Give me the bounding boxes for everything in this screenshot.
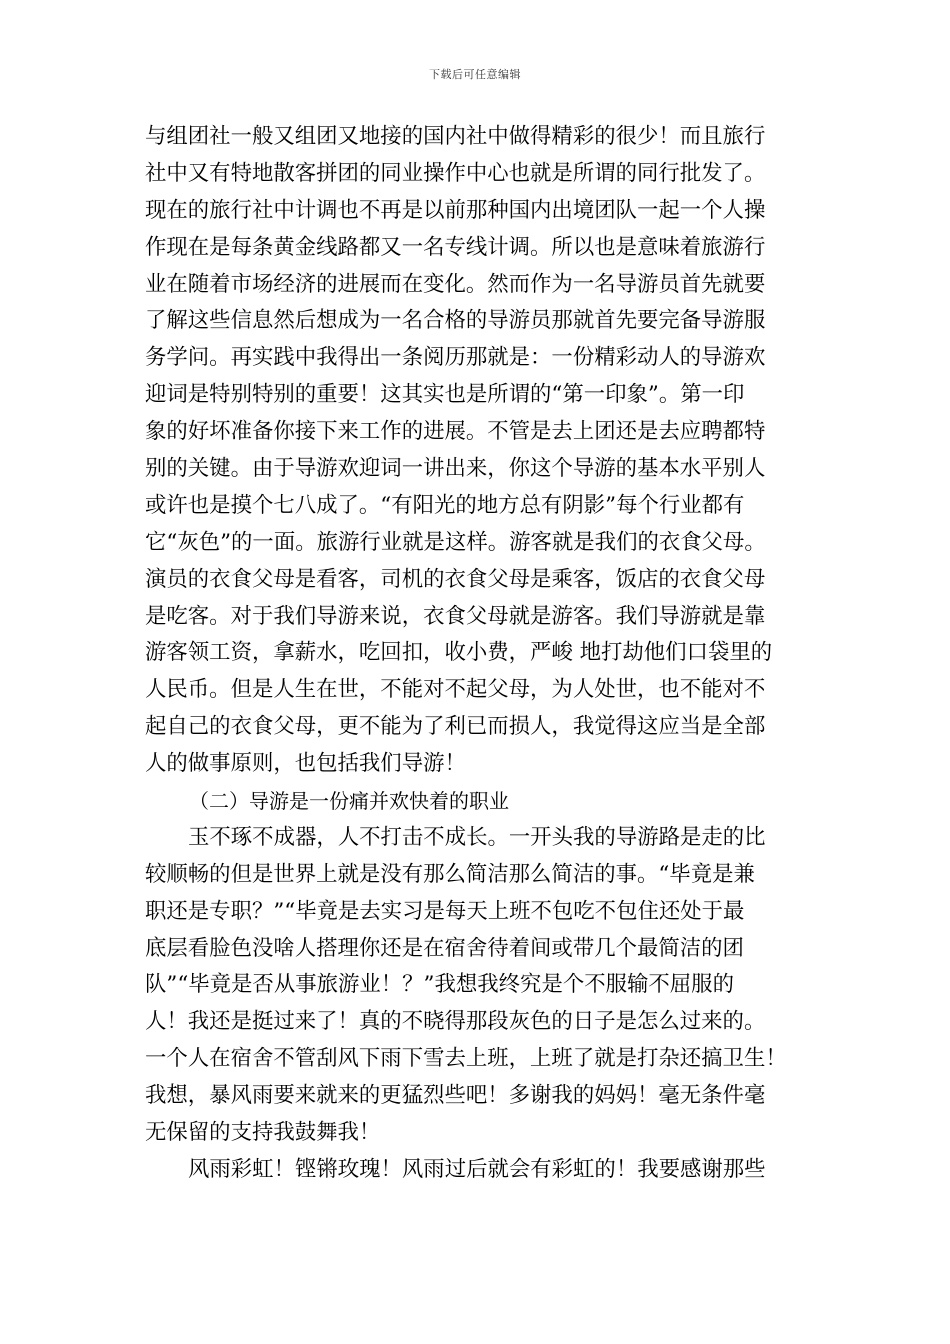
section-subheading: （二）导游是一份痛并欢快着的职业 — [189, 789, 509, 814]
text-line: 务学问。再实践中我得出一条阅历那就是：一份精彩动人的导游欢 — [145, 345, 766, 371]
text-line: 作现在是每条黄金线路都又一名专线计调。所以也是意味着旅游行 — [145, 234, 766, 260]
text-line: 人的做事原则，也包括我们导游！ — [145, 751, 466, 777]
text-line: 队”“毕竟是否从事旅游业！？”我想我终究是个不服输不屈服的 — [145, 972, 734, 998]
text-line: 人！我还是挺过来了！真的不晓得那段灰色的日子是怎么过来的。 — [145, 1009, 766, 1035]
text-line: 了解这些信息然后想成为一名合格的导游员那就首先要完备导游服 — [145, 308, 766, 334]
text-line: 无保留的支持我鼓舞我！ — [145, 1120, 381, 1146]
text-line: 我想，暴风雨要来就来的更猛烈些吧！多谢我的妈妈！毫无条件毫 — [145, 1083, 766, 1109]
page-header-note: 下载后可任意编辑 — [429, 68, 521, 81]
text-line: 与组团社一般又组团又地接的国内社中做得精彩的很少！而且旅行 — [145, 124, 766, 149]
text-line: 底层看脸色没啥人搭理你还是在宿舍待着间或带几个最简洁的团 — [145, 935, 744, 961]
text-line: 人民币。但是人生在世，不能对不起父母，为人处世，也不能对不 — [145, 677, 766, 703]
text-line: 风雨彩虹！铿锵玫瑰！风雨过后就会有彩虹的！我要感谢那些 — [188, 1156, 766, 1182]
text-line: 一个人在宿舍不管刮风下雨下雪去上班，上班了就是打杂还搞卫生！ — [145, 1046, 787, 1072]
text-line: 较顺畅的但是世界上就是没有那么简洁那么简洁的事。“毕竟是兼 — [145, 861, 755, 887]
text-line: 业在随着市场经济的进展而在变化。然而作为一名导游员首先就要 — [145, 271, 766, 297]
text-line: 象的好坏准备你接下来工作的进展。不管是去上团还是去应聘都特 — [145, 419, 766, 445]
text-line: 或许也是摸个七八成了。“有阳光的地方总有阴影”每个行业都有 — [145, 492, 745, 518]
text-line: 别的关键。由于导游欢迎词一讲出来，你这个导游的基本水平别人 — [145, 456, 766, 482]
text-line: 它“灰色”的一面。旅游行业就是这样。游客就是我们的衣食父母。 — [145, 529, 766, 555]
text-line: 起自己的衣食父母，更不能为了利已而损人，我觉得这应当是全部 — [145, 714, 766, 740]
text-line: 游客领工资，拿薪水，吃回扣，收小费，严峻 地打劫他们口袋里的 — [145, 640, 773, 666]
text-line: 现在的旅行社中计调也不再是以前那种国内出境团队一起一个人操 — [145, 197, 766, 223]
text-line: 是吃客。对于我们导游来说，衣食父母就是游客。我们导游就是靠 — [145, 603, 766, 629]
text-line: 职还是专职？”“毕竟是去实习是每天上班不包吃不包住还处于最 — [145, 898, 745, 924]
text-line: 演员的衣食父母是看客，司机的衣食父母是乘客，饭店的衣食父母 — [145, 566, 766, 592]
document-body — [145, 119, 805, 1189]
text-line: 迎词是特别特别的重要！这其实也是所谓的“第一印象”。第一印 — [145, 382, 745, 408]
text-line: 社中又有特地散客拼团的同业操作中心也就是所谓的同行批发了。 — [145, 160, 766, 186]
text-line: 玉不琢不成器，人不打击不成长。一开头我的导游路是走的比 — [188, 824, 766, 850]
